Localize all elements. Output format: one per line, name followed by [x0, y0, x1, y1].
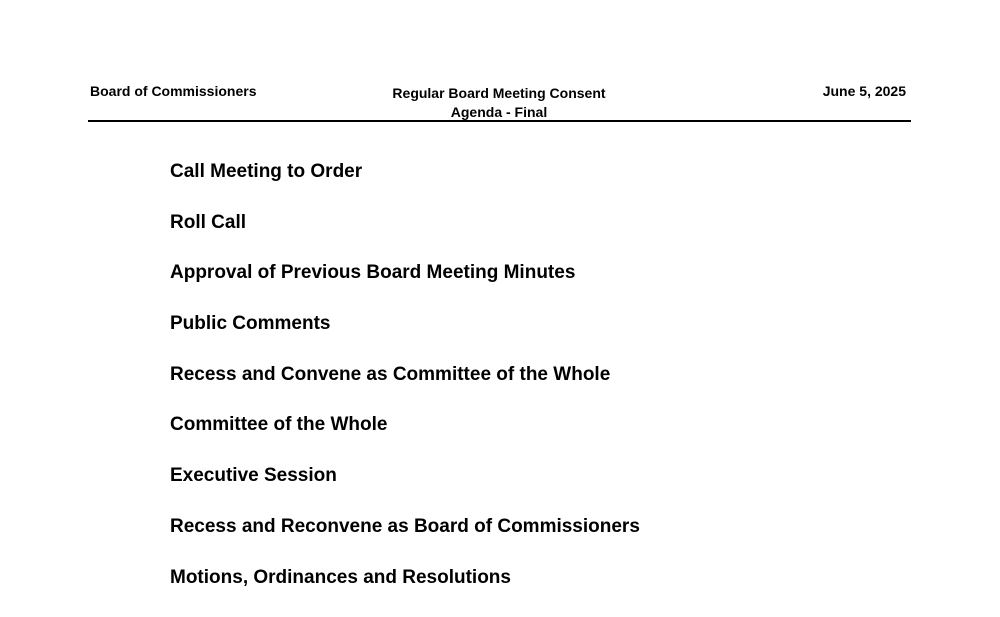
- agenda-list: [170, 158, 640, 614]
- header-divider: [88, 120, 911, 122]
- agenda-item-public-comments: Public Comments: [170, 313, 331, 335]
- document-title-line-1: Regular Board Meeting Consent: [392, 85, 606, 101]
- agenda-item-committee-of-the-whole: Committee of the Whole: [170, 414, 388, 436]
- document-title: [88, 84, 910, 122]
- agenda-item-recess-committee: Recess and Convene as Committee of the Whole: [170, 363, 611, 385]
- organization-name: Board of Commissioners: [90, 83, 257, 99]
- agenda-item-approval-of-minutes: Approval of Previous Board Meeting Minutes: [170, 262, 576, 284]
- agenda-item-reconvene-board: Recess and Reconvene as Board of Commissioners: [170, 515, 640, 537]
- agenda-item-roll-call: Roll Call: [170, 211, 247, 233]
- meeting-date: June 5, 2025: [822, 83, 906, 99]
- agenda-item-call-to-order: Call Meeting to Order: [170, 161, 363, 182]
- agenda-item-motions-ordinances: Motions, Ordinances and Resolutions: [170, 566, 511, 588]
- agenda-item-executive-session: Executive Session: [170, 465, 337, 487]
- document-title-line-2: Agenda - Final: [450, 104, 548, 120]
- document-header: [88, 80, 910, 120]
